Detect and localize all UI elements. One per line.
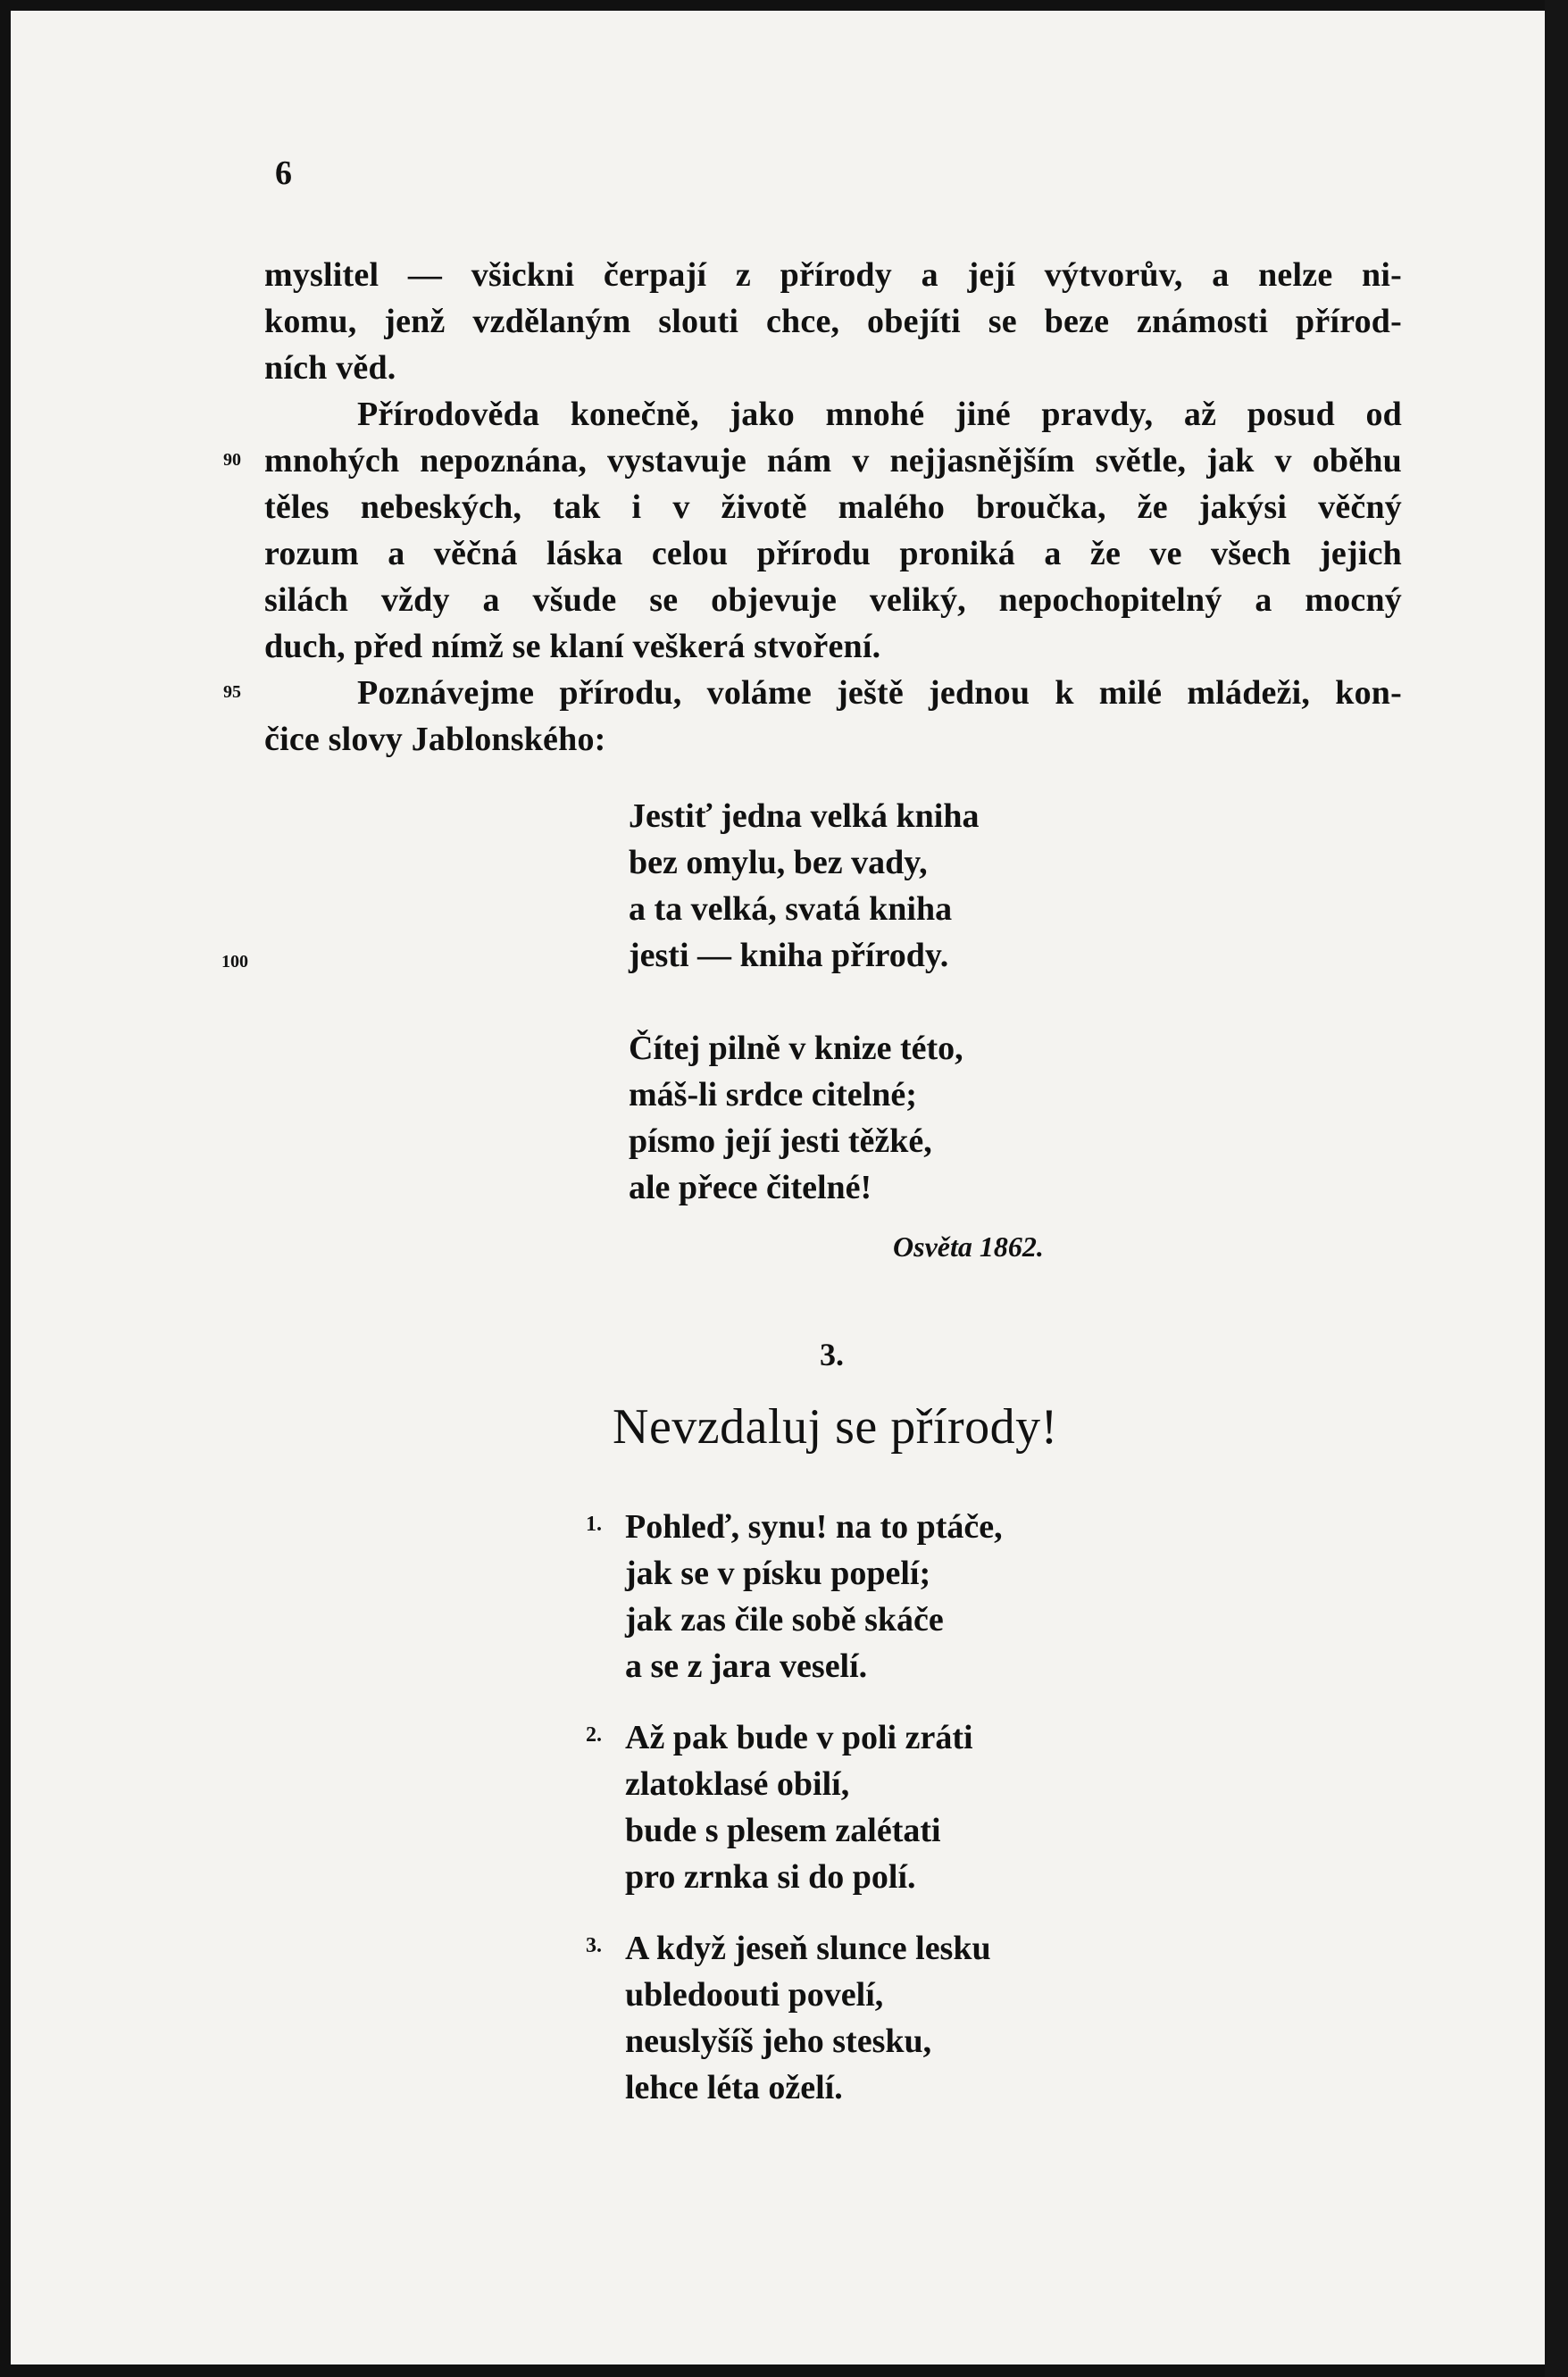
verse-line: bude s plesem zalétati [625, 1812, 941, 1849]
prose-line: čice slovy Jablonského: [264, 721, 606, 758]
verse-line: Pohleď, synu! na to ptáče, [625, 1508, 1003, 1546]
verse-line: písmo její jesti těžké, [629, 1122, 932, 1160]
verse-line: zlatoklasé obilí, [625, 1765, 850, 1803]
verse-line: pro zrnka si do polí. [625, 1858, 916, 1896]
verse-line: a se z jara veselí. [625, 1647, 868, 1685]
poem-title: Nevzdaluj se přírody! [613, 1399, 1058, 1455]
prose-line: rozum a věčná láska celou přírodu proniká a že ve všech jejich [264, 535, 1402, 572]
prose-line: ních věd. [264, 349, 396, 387]
poem-stanza [625, 1714, 973, 1900]
book-page [11, 11, 1545, 2364]
poem-stanza [625, 1925, 991, 2111]
line-number-90: 90 [223, 450, 241, 470]
stanza-number: 3. [586, 1934, 602, 1957]
verse-line: máš-li srdce citelné; [629, 1076, 917, 1113]
verse-line: jesti — kniha přírody. [629, 937, 949, 974]
prose-line: silách vždy a všude se objevuje veliký, nepochopitelný a mocný [264, 581, 1402, 619]
verse-line: a ta velká, svatá kniha [629, 890, 953, 928]
quote-stanza [629, 793, 979, 979]
verse-line: ubledoouti povelí, [625, 1976, 884, 2014]
verse-line: jak se v písku popelí; [625, 1555, 931, 1592]
verse-line: Jestiť jedna velká kniha [629, 797, 980, 835]
prose-line: myslitel — všickni čerpají z přírody a její výtvorův, a nelze ni- [264, 256, 1402, 294]
prose-line: duch, před nímž se klaní veškerá stvoření. [264, 628, 881, 665]
line-number-95: 95 [223, 682, 241, 702]
prose-line: mnohých nepoznána, vystavuje nám v nejjasnějším světle, jak v oběhu [264, 442, 1402, 480]
verse-line: neuslyšíš jeho stesku, [625, 2023, 932, 2060]
stanza-number: 1. [586, 1513, 602, 1536]
stanza-number: 2. [586, 1723, 602, 1747]
page-number: 6 [275, 154, 292, 192]
prose-line: Poznávejme přírodu, voláme ještě jednou k milé mládeži, kon- [357, 674, 1402, 712]
poem-stanza [625, 1504, 1003, 1689]
prose-line: Přírodověda konečně, jako mnohé jiné pravdy, až posud od [357, 396, 1402, 433]
verse-line: lehce léta oželí. [625, 2069, 843, 2106]
verse-line: A když jeseň slunce lesku [625, 1930, 991, 1967]
verse-line: Až pak bude v poli zráti [625, 1719, 973, 1756]
section-number: 3. [820, 1337, 844, 1372]
verse-line: ale přece čitelné! [629, 1169, 872, 1206]
quote-stanza [629, 1025, 963, 1211]
verse-line: jak zas čile sobě skáče [625, 1601, 944, 1639]
prose-line: těles nebeských, tak i v životě malého broučka, že jakýsi věčný [264, 488, 1402, 526]
verse-line: Čítej pilně v knize této, [629, 1030, 963, 1067]
prose-line: komu, jenž vzdělaným slouti chce, obejíti se beze známosti přírod- [264, 303, 1402, 340]
citation: Osvěta 1862. [893, 1230, 1044, 1263]
verse-line: bez omylu, bez vady, [629, 844, 928, 881]
line-number-100: 100 [221, 952, 248, 972]
scan-edge [1545, 0, 1568, 2377]
